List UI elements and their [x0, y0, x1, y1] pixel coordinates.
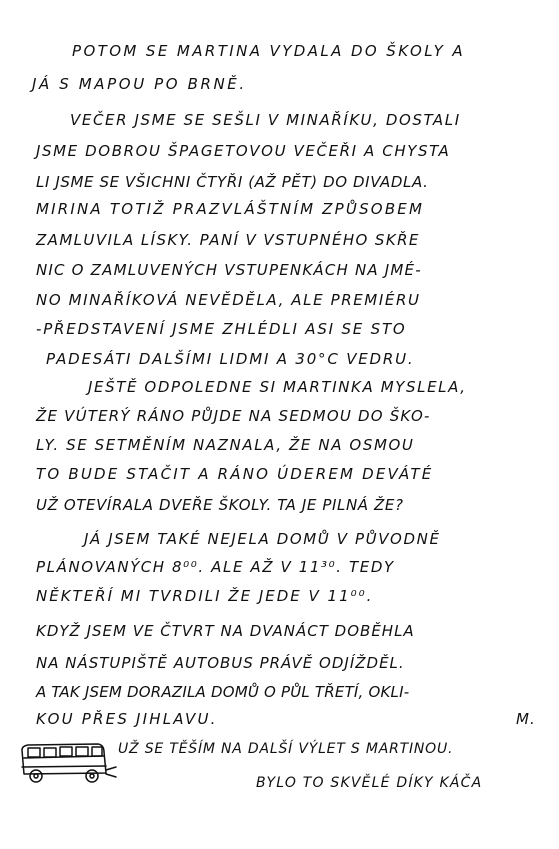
- letter-line: NO MINAŘÍKOVÁ NEVĚDĚLA, ALE PREMIÉRU: [36, 291, 421, 309]
- letter-line: JÁ JSEM TAKÉ NEJELA DOMŮ V PŮVODNĚ: [84, 530, 441, 548]
- letter-line: LY. SE SETMĚNÍM NAZNALA, ŽE NA OSMOU: [36, 436, 415, 454]
- letter-line: JEŠTĚ ODPOLEDNE SI MARTINKA MYSLELA,: [88, 378, 467, 396]
- letter-line: UŽ OTEVÍRALA DVEŘE ŠKOLY. TA JE PILNÁ ŽE?: [36, 496, 404, 514]
- letter-line: NIC O ZAMLUVENÝCH VSTUPENKÁCH NA JMÉ-: [36, 261, 422, 279]
- bus-icon: [18, 740, 118, 786]
- letter-line: A TAK JSEM DORAZILA DOMŮ O PŮL TŘETÍ, OKLI-: [36, 683, 410, 701]
- letter-line: LI JSME SE VŠICHNI ČTYŘI (AŽ PĚT) DO DIVADLA.: [36, 173, 429, 191]
- letter-line: ZAMLUVILA LÍSKY. PANÍ V VSTUPNÉHO SKŘE: [36, 231, 420, 249]
- signature-line: BYLO TO SKVĚLÉ DÍKY KÁČA: [256, 775, 483, 791]
- letter-line: ŽE VÚTERÝ RÁNO PŮJDE NA SEDMOU DO ŠKO-: [36, 407, 431, 425]
- letter-line: PADESÁTI DALŠÍMI LIDMI A 30°C VEDRU.: [46, 350, 415, 368]
- letter-line: KDYŽ JSEM VE ČTVRT NA DVANÁCT DOBĚHLA: [36, 622, 415, 640]
- letter-line: TO BUDE STAČIT A RÁNO ÚDEREM DEVÁTÉ: [36, 465, 434, 483]
- letter-line: JÁ S MAPOU PO BRNĚ.: [32, 75, 247, 93]
- letter-line: POTOM SE MARTINA VYDALA DO ŠKOLY A: [72, 42, 465, 60]
- letter-line: NĚKTEŘÍ MI TVRDILI ŽE JEDE V 11⁰⁰.: [36, 587, 374, 605]
- letter-line: JSME DOBROU ŠPAGETOVOU VEČEŘI A CHYSTA: [36, 142, 451, 160]
- letter-line: NA NÁSTUPIŠTĚ AUTOBUS PRÁVĚ ODJÍŽDĚL.: [36, 654, 405, 672]
- letter-line: -PŘEDSTAVENÍ JSME ZHLÉDLI ASI SE STO: [36, 320, 407, 338]
- letter-line: PLÁNOVANÝCH 8⁰⁰. ALE AŽ V 11³⁰. TEDY: [36, 558, 395, 576]
- letter-line: KOU PŘES JIHLAVU.: [36, 710, 218, 728]
- letter-line: MIRINA TOTIŽ PRAZVLÁŠTNÍM ZPŮSOBEM: [36, 200, 425, 218]
- letter-line: VEČER JSME SE SEŠLI V MINAŘÍKU, DOSTALI: [70, 111, 461, 129]
- letter-mark: M.: [516, 710, 536, 728]
- letter-line: UŽ SE TĚŠÍM NA DALŠÍ VÝLET S MARTINOU.: [118, 741, 454, 757]
